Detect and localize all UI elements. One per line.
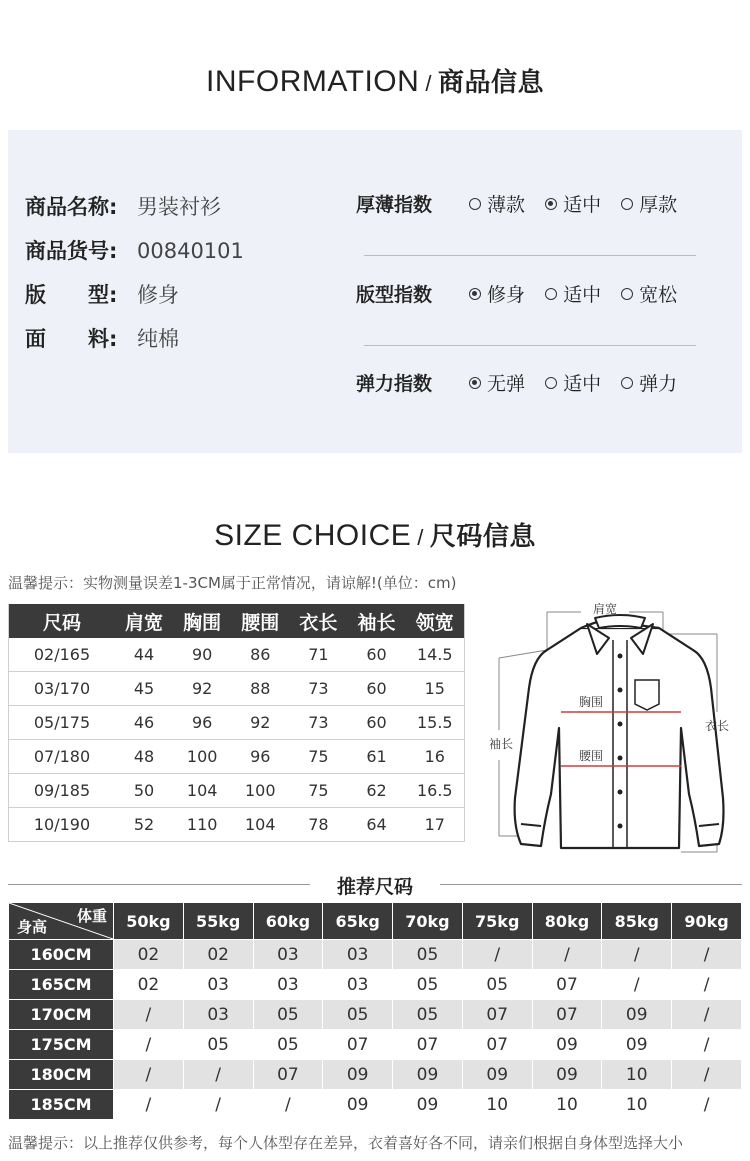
cell: 15.5 (406, 706, 465, 740)
height-cell: 180CM (9, 1060, 114, 1090)
rec-cell: 03 (323, 970, 393, 1000)
recommend-size-table (8, 902, 742, 1120)
height-cell: 185CM (9, 1090, 114, 1120)
rec-cell: / (672, 940, 742, 970)
cell: 60 (347, 672, 405, 706)
rec-row (9, 1090, 742, 1120)
rec-cell: 09 (393, 1060, 463, 1090)
rec-cell: / (602, 970, 672, 1000)
table-row (9, 706, 465, 740)
rec-cell: 02 (114, 970, 184, 1000)
cell: 64 (347, 808, 405, 842)
corner-weight-label: 体重 (76, 907, 107, 925)
product-code-value: 00840101 (137, 239, 244, 263)
rec-cell: 07 (532, 970, 602, 1000)
rec-cell: 07 (462, 1000, 532, 1030)
product-code-row (25, 235, 244, 265)
header-waist: 腰围 (231, 604, 289, 638)
product-name-label: 商品名称: (25, 195, 118, 219)
rec-cell: 07 (323, 1030, 393, 1060)
product-fit-row (25, 279, 179, 309)
product-fabric-label: 面 料: (25, 327, 118, 351)
radio-on-icon (469, 288, 481, 300)
cell: 48 (115, 740, 173, 774)
size-heading-en: SIZE CHOICE (214, 519, 412, 552)
weight-header: 55kg (183, 903, 253, 940)
product-fabric-value: 纯棉 (137, 327, 179, 351)
footer-note: 温馨提示：以上推荐仅供参考，每个人体型存在差异，衣着喜好各不同，请亲们根据自身体型选择大小 (8, 1134, 684, 1152)
fit-option-loose[interactable] (621, 280, 677, 307)
rec-cell: 05 (393, 1000, 463, 1030)
cell: 88 (231, 672, 289, 706)
rec-cell: 05 (253, 1000, 323, 1030)
cell: 100 (231, 774, 289, 808)
product-fit-label: 版 型: (25, 283, 118, 307)
fit-option-slim[interactable] (469, 280, 525, 307)
rec-cell: 07 (393, 1030, 463, 1060)
weight-header: 60kg (253, 903, 323, 940)
rec-cell: / (672, 1090, 742, 1120)
cell: 104 (231, 808, 289, 842)
rec-cell: / (672, 1030, 742, 1060)
rec-row (9, 1000, 742, 1030)
option-label: 适中 (563, 373, 602, 395)
rec-cell: 05 (183, 1030, 253, 1060)
rec-cell: / (253, 1090, 323, 1120)
rec-cell: 05 (323, 1000, 393, 1030)
option-label: 薄款 (487, 194, 526, 216)
cell: 45 (115, 672, 173, 706)
rec-cell: / (183, 1060, 253, 1090)
header-collar: 领宽 (406, 604, 465, 638)
chest-label: 胸围 (578, 695, 604, 709)
height-cell: 160CM (9, 940, 114, 970)
stretch-index-label: 弹力指数 (356, 373, 433, 395)
heading-separator: / (425, 71, 432, 96)
rec-cell: 02 (114, 940, 184, 970)
rec-cell: 09 (323, 1090, 393, 1120)
cell: 92 (231, 706, 289, 740)
table-row (9, 808, 465, 842)
rec-cell: 07 (462, 1030, 532, 1060)
cell: 96 (231, 740, 289, 774)
cell: 52 (115, 808, 173, 842)
rec-cell: 09 (532, 1060, 602, 1090)
measurement-note: 温馨提示：实物测量误差1-3CM属于正常情况，请谅解!(单位：cm) (8, 574, 457, 592)
product-fit-value: 修身 (137, 283, 179, 307)
cell: 78 (289, 808, 347, 842)
cell: 60 (347, 638, 405, 672)
cell: 73 (289, 672, 347, 706)
rec-cell: 03 (253, 970, 323, 1000)
rec-cell: 03 (183, 970, 253, 1000)
info-heading-en: INFORMATION (206, 65, 420, 98)
table-row (9, 672, 465, 706)
length-label: 衣长 (704, 719, 730, 733)
index-divider (364, 345, 696, 346)
rec-cell: 03 (183, 1000, 253, 1030)
stretch-option-stretch[interactable] (621, 369, 677, 396)
rec-cell: / (672, 1060, 742, 1090)
cell: 02/165 (9, 638, 116, 672)
option-label: 修身 (487, 284, 526, 306)
info-heading (0, 62, 750, 99)
cell: 62 (347, 774, 405, 808)
rec-cell: / (462, 940, 532, 970)
cell: 15 (406, 672, 465, 706)
header-length: 衣长 (289, 604, 347, 638)
header-shoulder: 肩宽 (115, 604, 173, 638)
cell: 16.5 (406, 774, 465, 808)
radio-on-icon (545, 198, 557, 210)
shoulder-label: 肩宽 (592, 602, 618, 616)
stretch-index-row (356, 369, 688, 396)
radio-on-icon (469, 377, 481, 389)
option-label: 适中 (563, 194, 602, 216)
rec-cell: 10 (602, 1090, 672, 1120)
cell: 75 (289, 774, 347, 808)
cell: 61 (347, 740, 405, 774)
cell: 50 (115, 774, 173, 808)
height-cell: 170CM (9, 1000, 114, 1030)
rec-cell: 07 (253, 1060, 323, 1090)
cell: 03/170 (9, 672, 116, 706)
fit-index-label: 版型指数 (356, 284, 433, 306)
index-divider (364, 255, 696, 256)
rec-cell: / (114, 1030, 184, 1060)
rec-cell: / (672, 1000, 742, 1030)
table-row (9, 774, 465, 808)
cell: 96 (173, 706, 231, 740)
rec-header-row (9, 903, 742, 940)
cell: 104 (173, 774, 231, 808)
rec-cell: 09 (602, 1000, 672, 1030)
weight-header: 90kg (672, 903, 742, 940)
rec-cell: 09 (462, 1060, 532, 1090)
thickness-option-medium[interactable] (545, 190, 601, 217)
recommend-title: 推荐尺码 (336, 876, 413, 898)
rec-cell: 05 (253, 1030, 323, 1060)
rec-cell: / (114, 1090, 184, 1120)
weight-header: 65kg (323, 903, 393, 940)
product-name-value: 男装衬衫 (137, 195, 221, 219)
rec-cell: 05 (462, 970, 532, 1000)
cell: 05/175 (9, 706, 116, 740)
shirt-measurement-diagram (485, 598, 743, 858)
option-label: 弹力 (639, 373, 678, 395)
option-label: 厚款 (639, 194, 678, 216)
rec-cell: 03 (253, 940, 323, 970)
cell: 73 (289, 706, 347, 740)
rec-cell: 07 (532, 1000, 602, 1030)
size-table-header (9, 604, 465, 638)
cell: 17 (406, 808, 465, 842)
stretch-option-medium[interactable] (545, 369, 601, 396)
height-cell: 165CM (9, 970, 114, 1000)
cell: 75 (289, 740, 347, 774)
rec-cell: 10 (532, 1090, 602, 1120)
rec-cell: 10 (602, 1060, 672, 1090)
cell: 100 (173, 740, 231, 774)
cell: 60 (347, 706, 405, 740)
radio-off-icon (469, 198, 481, 210)
rec-cell: / (532, 940, 602, 970)
stretch-option-none[interactable] (469, 369, 525, 396)
size-heading (0, 516, 750, 553)
heading-separator: / (417, 525, 424, 550)
cell: 14.5 (406, 638, 465, 672)
thickness-index-row (356, 190, 688, 217)
radio-off-icon (545, 288, 557, 300)
rec-cell: 03 (323, 940, 393, 970)
product-code-label: 商品货号: (25, 239, 118, 263)
cell: 71 (289, 638, 347, 672)
weight-header: 80kg (532, 903, 602, 940)
cell: 07/180 (9, 740, 116, 774)
cell: 44 (115, 638, 173, 672)
weight-header: 75kg (462, 903, 532, 940)
option-label: 无弹 (487, 373, 526, 395)
header-sleeve: 袖长 (347, 604, 405, 638)
cell: 46 (115, 706, 173, 740)
radio-off-icon (621, 198, 633, 210)
size-heading-cn: 尺码信息 (429, 522, 536, 552)
cell: 09/185 (9, 774, 116, 808)
rec-cell: / (672, 970, 742, 1000)
sleeve-label: 袖长 (488, 737, 514, 751)
cell: 90 (173, 638, 231, 672)
fit-option-regular[interactable] (545, 280, 601, 307)
table-row (9, 638, 465, 672)
cell: 16 (406, 740, 465, 774)
rec-cell: 09 (393, 1090, 463, 1120)
rec-cell: 09 (323, 1060, 393, 1090)
rec-row (9, 1060, 742, 1090)
cell: 110 (173, 808, 231, 842)
rec-cell: 05 (393, 970, 463, 1000)
rec-row (9, 1030, 742, 1060)
waist-label: 腰围 (578, 749, 604, 763)
cell: 86 (231, 638, 289, 672)
table-row (9, 740, 465, 774)
height-cell: 175CM (9, 1030, 114, 1060)
radio-off-icon (621, 288, 633, 300)
thickness-option-thin[interactable] (469, 190, 525, 217)
rec-cell: 09 (602, 1030, 672, 1060)
rec-row (9, 940, 742, 970)
rec-cell: / (602, 940, 672, 970)
rec-cell: 10 (462, 1090, 532, 1120)
info-heading-cn: 商品信息 (437, 68, 544, 98)
rec-cell: 02 (183, 940, 253, 970)
rec-corner-cell (9, 903, 114, 940)
option-label: 适中 (563, 284, 602, 306)
weight-header: 70kg (393, 903, 463, 940)
product-fabric-row (25, 323, 179, 353)
cell: 10/190 (9, 808, 116, 842)
radio-off-icon (621, 377, 633, 389)
header-chest: 胸围 (173, 604, 231, 638)
rec-row (9, 970, 742, 1000)
rec-cell: 05 (393, 940, 463, 970)
thickness-index-label: 厚薄指数 (356, 194, 433, 216)
option-label: 宽松 (639, 284, 678, 306)
rec-cell: / (183, 1090, 253, 1120)
radio-off-icon (545, 377, 557, 389)
thickness-option-thick[interactable] (621, 190, 677, 217)
size-table (8, 604, 465, 842)
rec-cell: / (114, 1060, 184, 1090)
cell: 92 (173, 672, 231, 706)
rec-cell: / (114, 1000, 184, 1030)
corner-height-label: 身高 (17, 918, 48, 936)
fit-index-row (356, 280, 688, 307)
weight-header: 85kg (602, 903, 672, 940)
weight-header: 50kg (114, 903, 184, 940)
product-name-row (25, 191, 221, 221)
rec-cell: 09 (532, 1030, 602, 1060)
header-size: 尺码 (9, 604, 116, 638)
